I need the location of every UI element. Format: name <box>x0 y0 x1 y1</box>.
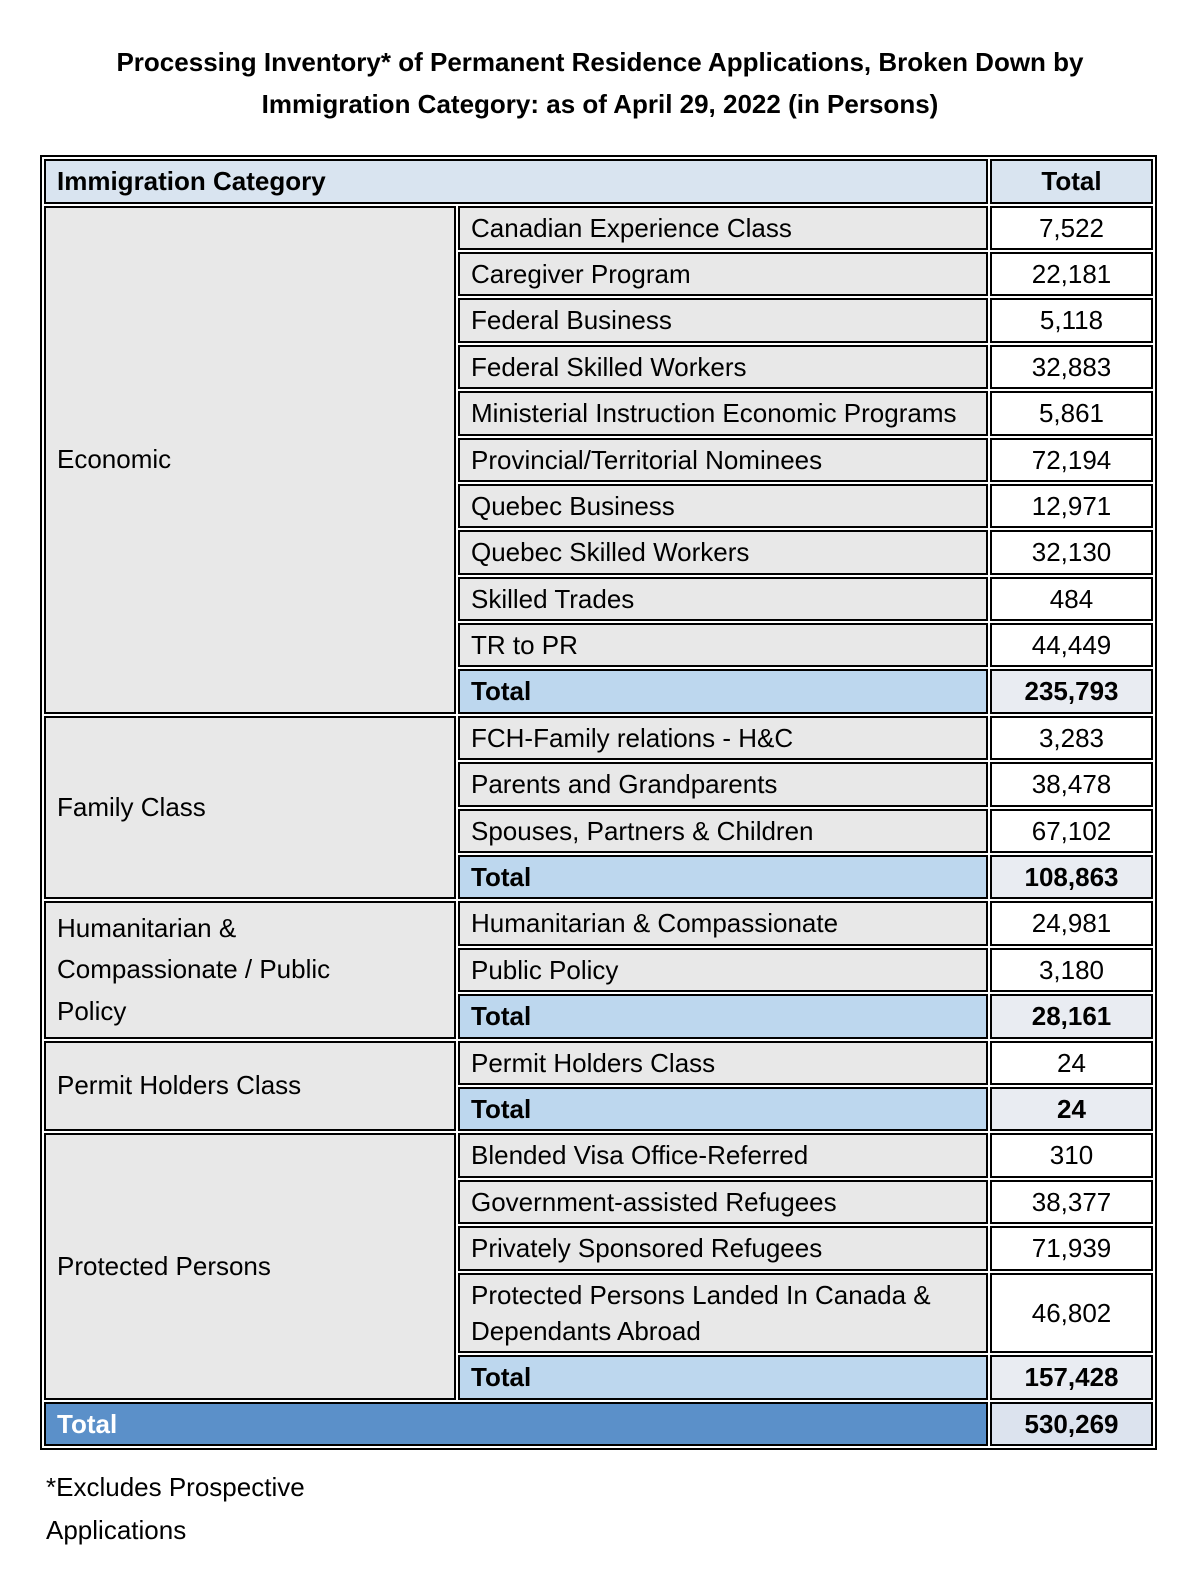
table-row <box>44 206 1153 250</box>
page-title: Processing Inventory* of Permanent Residence Applications, Broken Down by Immigration Category: as of April 29, 2022 (in Persons) <box>116 47 1084 119</box>
row-value: 72,194 <box>990 438 1153 482</box>
table-row <box>44 1041 1153 1085</box>
row-label: Protected Persons Landed In Canada & Dependants Abroad <box>458 1273 988 1354</box>
row-value: 32,130 <box>990 530 1153 574</box>
row-label: Government-assisted Refugees <box>458 1180 988 1224</box>
section-label-humanitarian-public-policy: Humanitarian & Compassionate / Public Policy <box>44 901 456 1038</box>
row-value: 24,981 <box>990 901 1153 945</box>
subtotal-label: Total <box>458 855 988 899</box>
grand-total-value: 530,269 <box>990 1402 1153 1446</box>
section-label-family-class: Family Class <box>44 716 456 900</box>
row-value: 38,478 <box>990 762 1153 806</box>
row-label: Parents and Grandparents <box>458 762 988 806</box>
row-label: Permit Holders Class <box>458 1041 988 1085</box>
row-value: 7,522 <box>990 206 1153 250</box>
row-value: 22,181 <box>990 252 1153 296</box>
row-label: Quebec Business <box>458 484 988 528</box>
subtotal-value: 24 <box>990 1087 1153 1131</box>
table-row <box>44 901 1153 945</box>
row-value: 5,118 <box>990 298 1153 342</box>
section-label-protected-persons: Protected Persons <box>44 1133 456 1399</box>
grand-total-label: Total <box>44 1402 988 1446</box>
row-value: 46,802 <box>990 1273 1153 1354</box>
row-label: Blended Visa Office-Referred <box>458 1133 988 1177</box>
column-header-total: Total <box>990 159 1153 203</box>
row-label: Skilled Trades <box>458 577 988 621</box>
subtotal-label: Total <box>458 1355 988 1399</box>
row-value: 38,377 <box>990 1180 1153 1224</box>
row-label: Federal Business <box>458 298 988 342</box>
section-label-permit-holders-class: Permit Holders Class <box>44 1041 456 1132</box>
row-value: 24 <box>990 1041 1153 1085</box>
subtotal-label: Total <box>458 669 988 713</box>
row-label: Federal Skilled Workers <box>458 345 988 389</box>
subtotal-label: Total <box>458 994 988 1038</box>
footnote: *Excludes Prospective Applications <box>46 1472 305 1546</box>
row-value: 3,283 <box>990 716 1153 760</box>
row-value: 5,861 <box>990 391 1153 435</box>
row-label: FCH-Family relations - H&C <box>458 716 988 760</box>
row-value: 67,102 <box>990 809 1153 853</box>
row-label: TR to PR <box>458 623 988 667</box>
row-value: 3,180 <box>990 948 1153 992</box>
section-label-economic: Economic <box>44 206 456 714</box>
subtotal-value: 235,793 <box>990 669 1153 713</box>
row-label: Quebec Skilled Workers <box>458 530 988 574</box>
row-label: Privately Sponsored Refugees <box>458 1226 988 1270</box>
row-label: Spouses, Partners & Children <box>458 809 988 853</box>
subtotal-value: 108,863 <box>990 855 1153 899</box>
row-label: Public Policy <box>458 948 988 992</box>
grand-total-row <box>44 1402 1153 1446</box>
row-value: 71,939 <box>990 1226 1153 1270</box>
row-label: Caregiver Program <box>458 252 988 296</box>
row-value: 44,449 <box>990 623 1153 667</box>
subtotal-value: 157,428 <box>990 1355 1153 1399</box>
row-value: 484 <box>990 577 1153 621</box>
subtotal-value: 28,161 <box>990 994 1153 1038</box>
inventory-table <box>40 155 1157 1450</box>
table-row <box>44 1133 1153 1177</box>
row-label: Provincial/Territorial Nominees <box>458 438 988 482</box>
row-value: 12,971 <box>990 484 1153 528</box>
row-value: 310 <box>990 1133 1153 1177</box>
subtotal-label: Total <box>458 1087 988 1131</box>
row-label: Ministerial Instruction Economic Programs <box>458 391 988 435</box>
column-header-category: Immigration Category <box>44 159 988 203</box>
table-row <box>44 716 1153 760</box>
table-header-row <box>44 159 1153 203</box>
row-label: Humanitarian & Compassionate <box>458 901 988 945</box>
row-value: 32,883 <box>990 345 1153 389</box>
row-label: Canadian Experience Class <box>458 206 988 250</box>
